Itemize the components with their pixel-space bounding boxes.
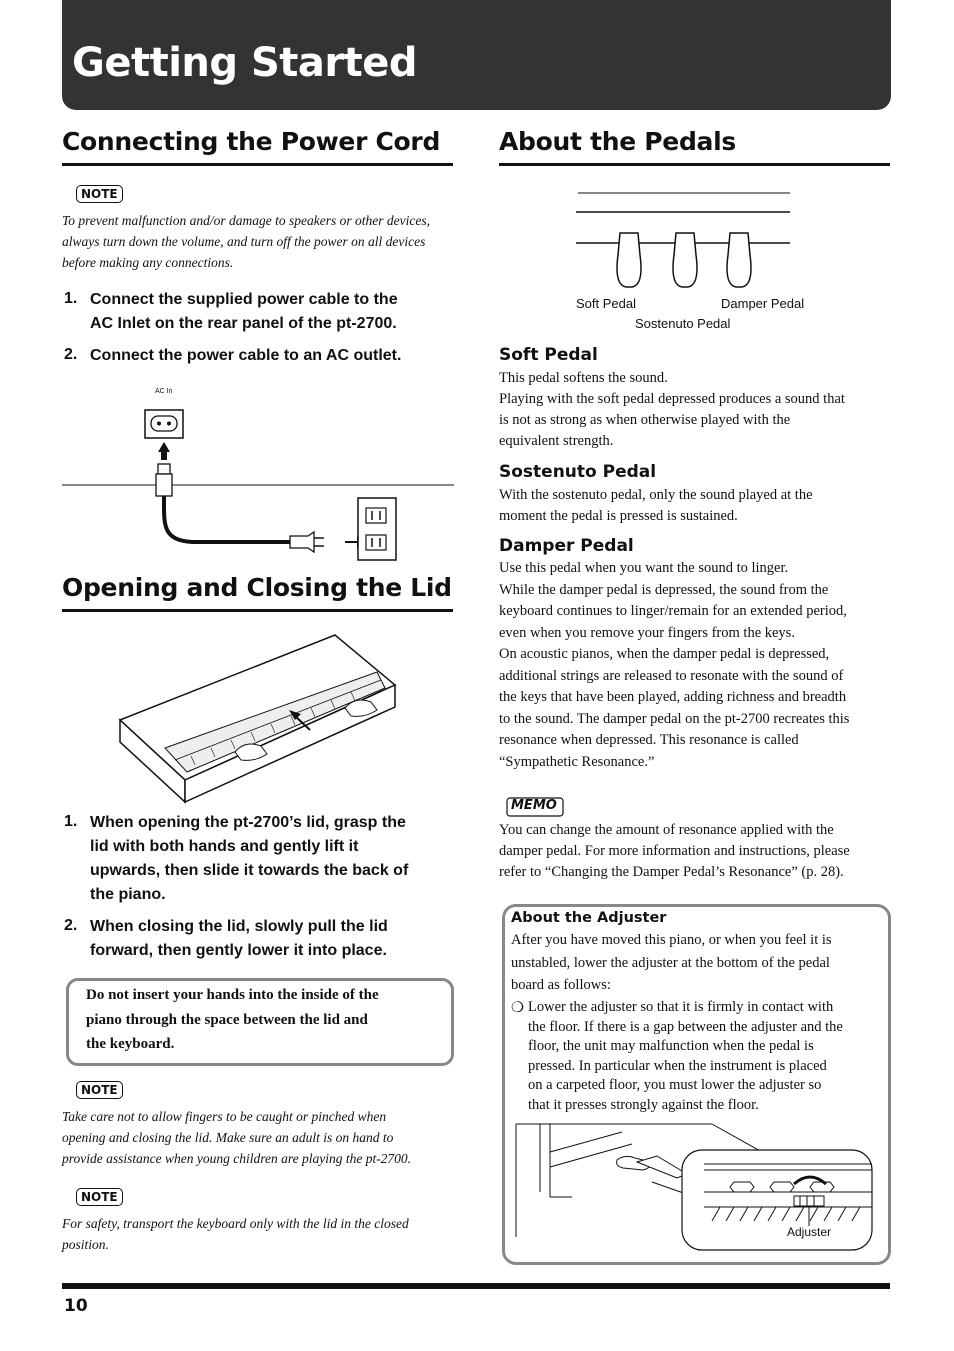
sostenuto-pedal-text: With the sostenuto pedal, only the sound played at the moment the pedal is pressed is sustained. bbox=[499, 487, 813, 524]
footer-rule bbox=[62, 1283, 890, 1289]
note-badge: NOTE bbox=[76, 185, 123, 203]
memo-text: You can change the amount of resonance applied with the damper pedal. For more information and instructions, please refer to “Changing the Damper Pedal’s Resonance” (p. 28). bbox=[499, 822, 850, 880]
adjuster-heading: About the Adjuster bbox=[511, 910, 667, 926]
ac-in-label: AC In bbox=[155, 388, 173, 395]
pedals-figure bbox=[570, 185, 800, 295]
sostenuto-pedal-heading: Sostenuto Pedal bbox=[499, 462, 657, 482]
step-text: When opening the pt-2700’s lid, grasp the lid with both hands and gently lift it upwards, then slide it towards the back of the piano. bbox=[90, 814, 409, 903]
step-text: When closing the lid, slowly pull the lid forward, then gently lower it into place. bbox=[90, 918, 388, 959]
section-heading-lid: Opening and Closing the Lid bbox=[62, 573, 452, 602]
step-number: 1. bbox=[64, 290, 78, 307]
lid-figure bbox=[115, 630, 400, 805]
adjuster-label: Adjuster bbox=[787, 1225, 832, 1239]
step-text: Connect the power cable to an AC outlet. bbox=[90, 347, 402, 364]
step-number: 1. bbox=[64, 813, 78, 830]
heading-rule bbox=[62, 163, 453, 166]
soft-pedal-label: Soft Pedal bbox=[576, 296, 636, 311]
note-badge: NOTE bbox=[76, 1081, 123, 1099]
heading-rule bbox=[499, 163, 890, 166]
power-cord-drawing bbox=[62, 380, 454, 565]
warning-text: Do not insert your hands into the inside of the piano through the space between the lid and the keyboard. bbox=[86, 987, 379, 1052]
adjuster-bullet-text: Lower the adjuster so that it is firmly in contact with the floor. If there is a gap between the adjuster and the floor, the unit may malfunction when the pedal is pressed. In particular when the instrument is placed on a carpeted floor, you must lower the adjuster so that it presses strongly against the floor. bbox=[528, 999, 843, 1113]
heading-rule bbox=[62, 609, 453, 612]
bullet-icon: ❍ bbox=[511, 1000, 524, 1016]
section-heading-pedals: About the Pedals bbox=[499, 127, 736, 156]
soft-pedal-text: This pedal softens the sound. Playing with the soft pedal depressed produces a sound that is not as strong as when otherwise played with the equivalent strength. bbox=[499, 370, 845, 449]
sostenuto-pedal-label: Sostenuto Pedal bbox=[635, 316, 731, 331]
step-number: 2. bbox=[64, 346, 78, 363]
note-text: Take care not to allow fingers to be caught or pinched when opening and closing the lid. Make sure an adult is on hand to provide assistance when young children are playing the pt-2700. bbox=[62, 1109, 412, 1166]
step-number: 2. bbox=[64, 917, 78, 934]
section-heading-power: Connecting the Power Cord bbox=[62, 127, 441, 156]
note-badge: NOTE bbox=[76, 1188, 123, 1206]
note-text: For safety, transport the keyboard only with the lid in the closed position. bbox=[62, 1216, 409, 1252]
note-text: To prevent malfunction and/or damage to speakers or other devices, always turn down the volume, and turn off the power on all devices before making any connections. bbox=[62, 213, 430, 270]
damper-pedal-label: Damper Pedal bbox=[721, 296, 805, 311]
damper-pedal-text: Use this pedal when you want the sound to linger. While the damper pedal is depressed, the sound from the keyboard continues to linger/remain for an extended period, even when you remove your fingers from the keys. On acoustic pianos, when the damper pedal is depressed, additional strings are released to resonate with the sound of the keys that have been played, adding richness and breadth to the sound. The damper pedal on the pt-2700 recreates this resonance when depressed. This resonance is called “Sympathetic Resonance.” bbox=[499, 560, 850, 770]
page-number: 10 bbox=[64, 1296, 88, 1316]
damper-pedal-heading: Damper Pedal bbox=[499, 536, 634, 556]
page-title: Getting Started bbox=[72, 40, 417, 86]
power-cord-figure bbox=[62, 380, 454, 565]
adjuster-intro: After you have moved this piano, or when you feel it is unstabled, lower the adjuster at the bottom of the pedal board as follows: bbox=[511, 932, 832, 993]
soft-pedal-heading: Soft Pedal bbox=[499, 345, 598, 365]
step-text: Connect the supplied power cable to the AC Inlet on the rear panel of the pt-2700. bbox=[90, 291, 398, 332]
